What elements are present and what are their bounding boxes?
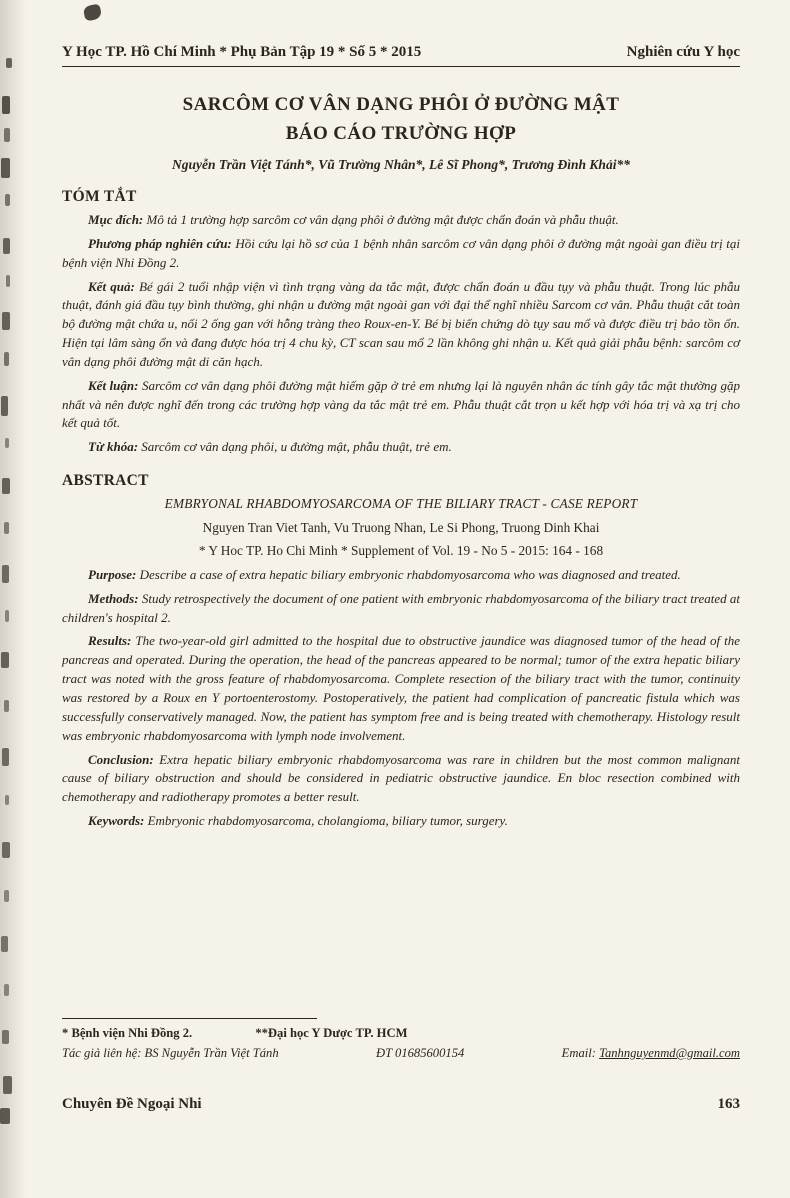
footnote-affiliations (62, 1026, 740, 1041)
footnote-email (562, 1046, 740, 1061)
scan-artifact (2, 842, 10, 858)
page-title (62, 91, 740, 148)
scan-artifact (4, 522, 9, 534)
paragraph-keywords (62, 812, 740, 831)
page-title-line1: SARCÔM CƠ VÂN DẠNG PHÔI Ở ĐƯỜNG MẬT (182, 94, 620, 115)
paragraph-label: Methods: (88, 590, 139, 606)
abstract-title: EMBRYONAL RHABDOMYOSARCOMA OF THE BILIARY TRACT - CASE REPORT (164, 496, 638, 512)
paragraph-text: Embryonic rhabdomyosarcoma, cholangioma, biliary tumor, surgery. (147, 813, 508, 829)
scan-artifact (3, 238, 10, 254)
scan-artifact (2, 1030, 9, 1044)
scan-artifact (2, 748, 9, 766)
paragraph-label: Từ khóa: (88, 439, 139, 455)
scan-artifact (4, 128, 10, 142)
journal-header-left: Y Học TP. Hồ Chí Minh * Phụ Bản Tập 19 * Số 5 * 2015 (62, 44, 422, 60)
paragraph-label: Keywords: (88, 813, 145, 829)
paragraph-results (62, 632, 740, 745)
scan-artifact (1, 652, 9, 668)
paragraph-conclusion (62, 751, 740, 808)
paragraph-label: Kết quả: (88, 278, 135, 294)
scan-artifact (1, 396, 8, 416)
footnote-contact-author: Tác giả liên hệ: BS Nguyễn Trần Việt Tánh (62, 1046, 279, 1060)
scan-artifact (5, 438, 9, 448)
paragraph-text: Bé gái 2 tuổi nhập viện vì tình trạng vàng da tắc mật, được chẩn đoán u đầu tụy và phẫu thuật. Trong lúc phẫu thuật, đánh giá đầu tụy bình thường, ghi nhận u đường mật ngoài gan với đại thể nghĩ nhiều Sarcom cơ vân. Phẫu thuật cắt toàn bộ đường mật chứa u, nối 2 ống gan với hỗng tràng theo Roux-en-Y. Bé bị biến chứng dò tụy sau mổ và được điều trị bảo tồn ổn. Hiện tại lâm sàng ổn và đang được hóa trị 4 chu kỳ, CT scan sau mổ 2 lần không ghi nhận u. Kết quả giải phẫu bệnh: sarcôm cơ vân dạng phôi đường mật di căn hạch. (62, 278, 740, 369)
section-heading-tomtat: TÓM TẮT (62, 188, 137, 205)
paragraph-text: Hồi cứu lại hồ sơ của 1 bệnh nhân sarcôm cơ vân dạng phôi ở đường mật ngoài gan điều trị tại bệnh viện Nhi Đồng 2. (62, 235, 740, 270)
paragraph-phuong-phap (62, 235, 740, 273)
paragraph-label: Mục đích: (88, 212, 144, 227)
footnote-rule (62, 1018, 317, 1019)
paragraph-methods (62, 590, 740, 628)
footnote-email-label: Email: (561, 1046, 596, 1060)
paragraph-purpose (62, 566, 740, 585)
scan-artifact (5, 795, 9, 805)
page-footer (62, 1096, 740, 1113)
page-title-line2: BÁO CÁO TRƯỜNG HỢP (285, 122, 517, 144)
footnote-contact-line (62, 1046, 740, 1061)
paragraph-label: Purpose: (88, 566, 137, 582)
paragraph-text: Extra hepatic biliary embryonic rhabdomyosarcoma was rare in children but the most common malignant cause of biliary obstruction and should be considered in pediatric obstructive jaundice. En bloc resection combined with chemotherapy and radiotherapy promotes a better result. (62, 751, 740, 805)
paragraph-text: Sarcôm cơ vân dạng phôi đường mật hiếm gặp ở trẻ em nhưng lại là nguyên nhân ác tính gây tắc mật thường gặp nhất và nên được nghĩ đến trong các trường hợp vàng da tắc mật trẻ em. Phẫu thuật cắt trọn u kết hợp với hóa trị và xạ trị cho kết quả tốt. (62, 377, 740, 431)
paragraph-label: Phương pháp nghiên cứu: (88, 235, 232, 251)
paragraph-ket-qua (62, 278, 740, 372)
scan-artifact (3, 1076, 12, 1094)
paragraph-text: Sarcôm cơ vân dạng phôi, u đường mật, phẫu thuật, trẻ em. (141, 439, 452, 455)
scan-artifact (2, 312, 10, 330)
scan-artifact (6, 275, 10, 287)
footnote-phone: ĐT 01685600154 (376, 1046, 465, 1060)
footnote-affiliation-1: * Bệnh viện Nhi Đồng 2. (62, 1026, 193, 1040)
scan-artifact (2, 478, 10, 494)
journal-header-right: Nghiên cứu Y học (626, 44, 740, 60)
binding-shadow (0, 0, 26, 1198)
abstract-citation: * Y Hoc TP. Ho Chi Minh * Supplement of Vol. 19 - No 5 - 2015: 164 - 168 (198, 543, 604, 559)
paragraph-label: Kết luận: (88, 377, 139, 393)
scan-artifact (2, 96, 10, 114)
scan-artifact (4, 984, 9, 996)
scan-artifact (6, 58, 12, 68)
scan-artifact (5, 194, 10, 206)
authors-line: Nguyễn Trần Việt Tánh*, Vũ Trường Nhân*, Lê Sĩ Phong*, Trương Đình Khải** (172, 157, 630, 172)
scan-artifact (1, 158, 10, 178)
scan-artifact (1, 936, 8, 952)
scan-artifact (83, 3, 103, 21)
paragraph-tu-khoa (62, 438, 740, 457)
paragraph-muc-dich (62, 211, 740, 230)
page-content (62, 44, 740, 836)
paragraph-ket-luan (62, 377, 740, 434)
footnote-affiliation-2: **Đại học Y Dược TP. HCM (255, 1026, 408, 1040)
section-heading-abstract: ABSTRACT (62, 472, 149, 490)
paragraph-text: Describe a case of extra hepatic biliary embryonic rhabdomyosarcoma who was diagnosed and treated. (139, 566, 681, 582)
footnote-block (62, 1018, 740, 1061)
scan-artifact (0, 1108, 10, 1124)
page-number: 163 (717, 1096, 740, 1112)
footer-section-title: Chuyên Đề Ngoại Nhi (62, 1096, 202, 1112)
scan-artifact (4, 352, 9, 366)
paragraph-label: Results: (88, 633, 132, 649)
paragraph-text: Mô tả 1 trường hợp sarcôm cơ vân dạng phôi ở đường mật được chẩn đoán và phẫu thuật. (146, 212, 619, 227)
scan-artifact (2, 565, 9, 583)
paragraph-text: The two-year-old girl admitted to the hospital due to obstructive jaundice was diagnosed tumor of the head of the pancreas and operated. During the operation, the head of the pancreas appeared to be normal; tumor of the extra hepatic biliary tract was noted with the gross feature of rhabdomyosarcoma. Complete resection of the biliary tract with the tumor, continuity was restored by a Roux en Y portoenterostomy. Postoperatively, the patient had complication of pancreatic fistula which was successfully conservatively managed. Now, the patient has symptom free and is being treated with chemotherapy. Histology result was embryonic rhabdomyosarcoma with lymph node involvement. (62, 633, 741, 743)
abstract-authors: Nguyen Tran Viet Tanh, Vu Truong Nhan, Le Si Phong, Truong Dinh Khai (202, 519, 600, 535)
paragraph-text: Study retrospectively the document of one patient with embryonic rhabdomyosarcoma of the biliary tract treated at children's hospital 2. (62, 590, 740, 625)
journal-header (62, 44, 740, 67)
scan-artifact (4, 700, 9, 712)
scan-artifact (5, 610, 9, 622)
paragraph-label: Conclusion: (88, 751, 154, 767)
scan-artifact (4, 890, 9, 902)
footnote-email-address: Tanhnguyenmd@gmail.com (599, 1046, 740, 1060)
